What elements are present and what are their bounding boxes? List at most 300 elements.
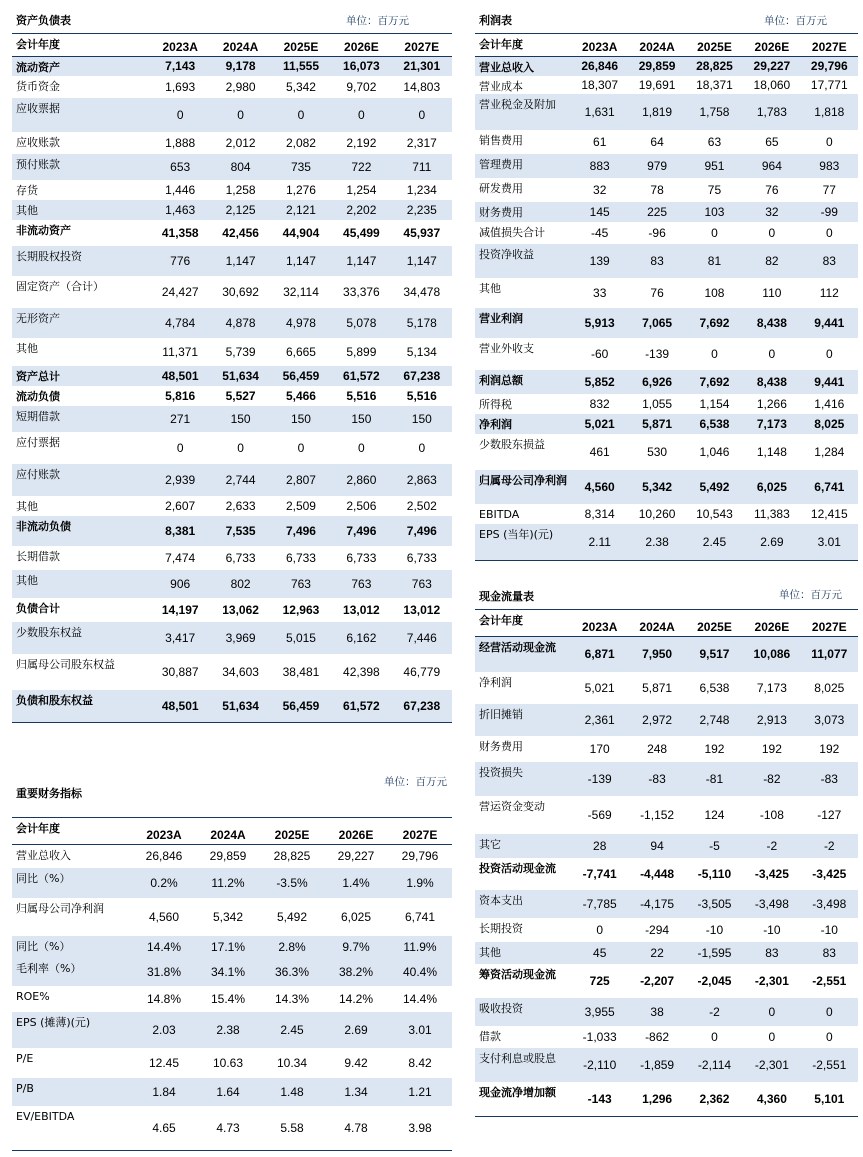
table-row xyxy=(475,672,858,704)
value-cell: 29,227 xyxy=(337,849,375,864)
table-row xyxy=(475,1026,858,1048)
row-label: 负债合计 xyxy=(16,602,60,615)
value-cell: 45,499 xyxy=(343,226,380,240)
value-cell: 4,978 xyxy=(271,308,331,338)
row-label: 归属母公司股东权益 xyxy=(16,658,115,671)
value-cell: 2,125 xyxy=(210,200,270,220)
value-cell: 5,134 xyxy=(406,345,437,359)
value-cell: 9.42 xyxy=(344,1056,368,1070)
value-cell: 42,398 xyxy=(343,665,380,679)
value-cell: 150 xyxy=(271,406,331,432)
table-row xyxy=(475,796,858,834)
table-row xyxy=(12,936,452,958)
value-cell: 112 xyxy=(819,286,839,300)
value-cell: 10,260 xyxy=(638,507,676,521)
value-cell: 5,899 xyxy=(346,345,377,359)
balance-sheet-panel xyxy=(12,8,452,723)
row-label: 营业总收入 xyxy=(16,848,71,862)
year-header-cell: 2025E xyxy=(271,34,331,56)
table-row xyxy=(475,834,858,858)
value-cell: 15.4% xyxy=(210,992,246,1006)
value-cell: 979 xyxy=(628,154,685,178)
value-cell: 0 xyxy=(711,347,718,361)
value-cell: 2,744 xyxy=(210,464,270,496)
value-cell: -108 xyxy=(759,808,784,822)
value-cell: 7,496 xyxy=(271,516,331,546)
value-cell: 31.8% xyxy=(132,958,196,986)
row-label: 应收票据 xyxy=(12,98,150,132)
value-cell: 0 xyxy=(825,226,833,240)
value-cell: 4.73 xyxy=(196,1106,260,1150)
value-cell: 48,501 xyxy=(150,690,210,722)
table-row xyxy=(12,180,452,200)
value-cell: 28,825 xyxy=(273,849,311,864)
table-row xyxy=(12,690,452,722)
table-row xyxy=(12,546,452,570)
value-cell: 2,748 xyxy=(686,704,743,736)
value-cell: 6,741 xyxy=(404,910,436,924)
table-row xyxy=(12,98,452,132)
value-cell: 17,771 xyxy=(810,78,848,92)
value-cell: 36.3% xyxy=(260,958,324,986)
row-label: 经营活动现金流 xyxy=(475,636,571,672)
row-label: 长期股权投资 xyxy=(12,246,150,276)
row-label: 投资活动现金流 xyxy=(479,862,556,875)
value-cell: -3.5% xyxy=(260,868,324,898)
income-statement-panel xyxy=(475,8,858,561)
value-cell: 2,317 xyxy=(406,136,437,150)
value-cell: 30,887 xyxy=(161,665,199,679)
value-cell: 711 xyxy=(392,154,452,180)
value-cell: 1,818 xyxy=(801,94,858,130)
row-label: 应付账款 xyxy=(12,464,150,496)
year-header-cell: 2027E xyxy=(801,34,858,56)
value-cell: 46,779 xyxy=(403,665,441,679)
row-label: 存货 xyxy=(16,184,38,197)
value-cell: 5,021 xyxy=(571,414,628,434)
row-label: 资产总计 xyxy=(12,366,150,386)
value-cell: 7,496 xyxy=(392,516,452,546)
table-row xyxy=(475,434,858,470)
row-label: 流动负债 xyxy=(16,390,60,403)
row-label: 营业税金及附加 xyxy=(475,94,571,130)
value-cell: 0 xyxy=(768,226,776,240)
value-cell: 1.48 xyxy=(260,1078,324,1106)
header-label-cell: 会计年度 xyxy=(475,610,571,636)
value-cell: 2,860 xyxy=(331,464,391,496)
value-cell: 7,692 xyxy=(686,308,743,338)
row-label: 其他 xyxy=(16,342,38,355)
cash-flow-title: 现金流量表 xyxy=(479,590,534,603)
value-cell: 83 xyxy=(801,942,858,964)
value-cell: 6,926 xyxy=(628,370,685,394)
table-row xyxy=(475,858,858,890)
value-cell: -5 xyxy=(686,834,743,858)
value-cell: 61,572 xyxy=(331,366,391,386)
income-statement-header xyxy=(475,8,858,34)
row-label: 营业总收入 xyxy=(475,56,571,76)
value-cell: 14,803 xyxy=(403,80,441,94)
value-cell: 34.1% xyxy=(196,958,260,986)
value-cell: 5,492 xyxy=(276,910,308,924)
value-cell: 14.8% xyxy=(146,992,182,1006)
cash-flow-unit: 单位：百万元 xyxy=(779,589,842,601)
value-cell: 2,980 xyxy=(225,80,256,94)
value-cell: 951 xyxy=(686,154,743,178)
value-cell: 13,012 xyxy=(343,603,380,617)
value-cell: 1,154 xyxy=(699,397,730,411)
value-cell: 6,733 xyxy=(225,551,256,565)
value-cell: 1,147 xyxy=(210,246,270,276)
value-cell: 3.98 xyxy=(388,1106,452,1150)
cash-flow-header xyxy=(475,584,858,610)
value-cell: 6,665 xyxy=(285,345,316,359)
table-row xyxy=(12,406,452,432)
value-cell: 13,062 xyxy=(222,603,259,617)
row-label: 其他 xyxy=(16,500,38,513)
row-label: 应收账款 xyxy=(16,136,60,149)
year-header-cell: 2026E xyxy=(743,610,800,636)
value-cell: 2,362 xyxy=(686,1082,743,1116)
value-cell: 0 xyxy=(150,98,210,132)
row-label: 营运资金变动 xyxy=(479,800,545,813)
value-cell: 192 xyxy=(761,742,782,756)
value-cell: 1,693 xyxy=(165,80,196,94)
year-header-cell: 2023A xyxy=(150,34,210,56)
cash-flow-panel xyxy=(475,584,858,1117)
value-cell: 6,538 xyxy=(699,681,730,695)
value-cell: 7,173 xyxy=(743,414,800,434)
value-cell: 0 xyxy=(210,98,270,132)
value-cell: 67,238 xyxy=(392,690,452,722)
value-cell: 2,082 xyxy=(285,136,316,150)
table-row xyxy=(12,132,452,154)
value-cell: 2.45 xyxy=(260,1012,324,1048)
value-cell: 32 xyxy=(593,183,607,197)
year-header-cell: 2023A xyxy=(132,818,196,844)
table-row xyxy=(12,844,452,868)
value-cell: -569 xyxy=(587,808,612,822)
value-cell: -2,110 xyxy=(571,1048,628,1082)
value-cell: 77 xyxy=(822,183,836,197)
value-cell: -3,425 xyxy=(754,867,789,881)
row-label: 其他 xyxy=(479,282,501,295)
value-cell: 0 xyxy=(768,1030,776,1044)
value-cell: 0 xyxy=(743,998,800,1026)
year-header-cell: 2027E xyxy=(801,610,858,636)
table-row xyxy=(12,386,452,406)
value-cell: 51,634 xyxy=(210,690,270,722)
value-cell: -60 xyxy=(591,347,609,361)
value-cell: -2,114 xyxy=(686,1048,743,1082)
value-cell: 0 xyxy=(711,226,718,240)
value-cell: 38 xyxy=(628,998,685,1026)
value-cell: 2,863 xyxy=(392,464,452,496)
row-label: EPS (摊薄)(元) xyxy=(12,1012,132,1048)
table-row xyxy=(12,622,452,654)
value-cell: 2,807 xyxy=(271,464,331,496)
value-cell: 763 xyxy=(271,570,331,598)
value-cell: 5,871 xyxy=(642,681,673,695)
value-cell: 0 xyxy=(825,347,833,361)
value-cell: 7,474 xyxy=(165,551,196,565)
value-cell: 5,101 xyxy=(801,1082,858,1116)
table-row xyxy=(475,704,858,736)
row-label: 非流动资产 xyxy=(16,224,71,237)
value-cell: 1,234 xyxy=(406,183,437,197)
value-cell: 29,859 xyxy=(628,56,685,76)
value-cell: 2,361 xyxy=(571,704,628,736)
table-row xyxy=(12,868,452,898)
value-cell: 18,060 xyxy=(753,78,791,92)
value-cell: 41,358 xyxy=(161,226,199,240)
value-cell: 145 xyxy=(571,202,628,222)
header-row xyxy=(475,610,858,636)
value-cell: 9,178 xyxy=(210,56,270,76)
balance-sheet-header xyxy=(12,8,452,34)
value-cell: 0 xyxy=(825,1030,833,1044)
value-cell: 906 xyxy=(150,570,210,598)
value-cell: 81 xyxy=(686,244,743,278)
value-cell: -2,045 xyxy=(697,974,732,988)
value-cell: 29,859 xyxy=(209,849,247,864)
value-cell: 13,012 xyxy=(403,603,441,617)
income-statement-unit: 单位：百万元 xyxy=(764,15,827,27)
row-label: 资本支出 xyxy=(475,890,571,918)
value-cell: -3,505 xyxy=(686,890,743,918)
value-cell: 26,846 xyxy=(571,56,628,76)
value-cell: 0 xyxy=(271,98,331,132)
value-cell: 1,046 xyxy=(699,445,730,459)
value-cell: 4.78 xyxy=(324,1106,388,1150)
value-cell: 28,825 xyxy=(686,56,743,76)
year-header-cell: 2026E xyxy=(331,34,391,56)
value-cell: 192 xyxy=(819,742,840,756)
value-cell: 83 xyxy=(628,244,685,278)
value-cell: 11.2% xyxy=(196,868,260,898)
row-label: 管理费用 xyxy=(475,154,571,178)
row-label: 减值损失合计 xyxy=(479,226,545,239)
value-cell: 5,913 xyxy=(571,308,628,338)
value-cell: 2,913 xyxy=(743,704,800,736)
header-row xyxy=(475,34,858,56)
row-label: 所得税 xyxy=(479,398,512,411)
value-cell: 10,543 xyxy=(696,507,733,521)
value-cell: 18,371 xyxy=(696,78,733,92)
value-cell: 4,560 xyxy=(571,470,628,504)
value-cell: 4,784 xyxy=(150,308,210,338)
table-row xyxy=(12,366,452,386)
value-cell: 11,077 xyxy=(801,636,858,672)
value-cell: 10.63 xyxy=(212,1056,244,1070)
value-cell: 8,438 xyxy=(743,370,800,394)
value-cell: 3,969 xyxy=(210,622,270,654)
value-cell: 64 xyxy=(650,135,664,149)
value-cell: 6,733 xyxy=(406,551,437,565)
table-row xyxy=(12,56,452,76)
table-row xyxy=(12,308,452,338)
row-label: 利润总额 xyxy=(475,370,571,394)
table-row xyxy=(12,496,452,516)
value-cell: 776 xyxy=(150,246,210,276)
value-cell: 725 xyxy=(589,974,610,988)
row-label: 营业外收支 xyxy=(479,342,534,355)
value-cell: 150 xyxy=(331,406,391,432)
table-row xyxy=(12,958,452,986)
table-row xyxy=(12,1012,452,1048)
value-cell: 10.34 xyxy=(276,1056,308,1070)
value-cell: 3,073 xyxy=(801,704,858,736)
table-row xyxy=(12,432,452,464)
row-label: 非流动负债 xyxy=(12,516,150,546)
value-cell: 6,733 xyxy=(285,551,316,565)
row-label: 流动资产 xyxy=(12,56,150,76)
value-cell: -10 xyxy=(820,923,838,937)
value-cell: -4,448 xyxy=(640,867,675,881)
year-header-cell: 2024A xyxy=(628,610,685,636)
table-row xyxy=(475,918,858,942)
year-header-cell: 2024A xyxy=(210,34,270,56)
value-cell: 14,197 xyxy=(161,603,199,617)
value-cell: 0 xyxy=(297,441,305,455)
value-cell: 802 xyxy=(210,570,270,598)
value-cell: 1,258 xyxy=(225,183,256,197)
value-cell: 38.2% xyxy=(324,958,388,986)
value-cell: 45,937 xyxy=(403,226,441,240)
row-label: 财务费用 xyxy=(475,202,571,222)
value-cell: 150 xyxy=(210,406,270,432)
value-cell: 2.03 xyxy=(132,1012,196,1048)
value-cell: 5,516 xyxy=(406,389,437,403)
value-cell: 1,758 xyxy=(686,94,743,130)
value-cell: 22 xyxy=(628,942,685,964)
table-row xyxy=(475,244,858,278)
table-row xyxy=(475,394,858,414)
value-cell: 61,572 xyxy=(331,690,391,722)
value-cell: 5,342 xyxy=(212,910,244,924)
value-cell: 48,501 xyxy=(150,366,210,386)
value-cell: 29,227 xyxy=(743,56,800,76)
value-cell: 42,456 xyxy=(222,226,259,240)
table-row xyxy=(475,504,858,524)
value-cell: 11,555 xyxy=(271,56,331,76)
value-cell: 51,634 xyxy=(210,366,270,386)
value-cell: 0 xyxy=(392,98,452,132)
value-cell: 110 xyxy=(762,286,782,300)
value-cell: 1,276 xyxy=(285,183,316,197)
table-row xyxy=(12,598,452,622)
value-cell: 2.69 xyxy=(324,1012,388,1048)
value-cell: 108 xyxy=(704,286,725,300)
row-label: 营业利润 xyxy=(475,308,571,338)
value-cell: -7,785 xyxy=(571,890,628,918)
value-cell: 5.58 xyxy=(260,1106,324,1150)
value-cell: -2 xyxy=(686,998,743,1026)
year-header-cell: 2026E xyxy=(324,818,388,844)
value-cell: 225 xyxy=(628,202,685,222)
row-label: 负债和股东权益 xyxy=(12,690,150,722)
value-cell: 83 xyxy=(801,244,858,278)
year-header-cell: 2023A xyxy=(571,610,628,636)
row-label: EBITDA xyxy=(479,508,520,521)
row-label: 净利润 xyxy=(479,676,512,689)
value-cell: 6,538 xyxy=(686,414,743,434)
value-cell: 8.42 xyxy=(408,1056,432,1070)
value-cell: 3,417 xyxy=(150,622,210,654)
value-cell: 0 xyxy=(711,1030,718,1044)
value-cell: 6,025 xyxy=(743,470,800,504)
value-cell: -139 xyxy=(571,762,628,796)
row-label: 营业成本 xyxy=(479,80,523,93)
value-cell: 763 xyxy=(331,570,391,598)
row-label: EV/EBITDA xyxy=(12,1106,132,1150)
value-cell: 11.9% xyxy=(388,936,452,958)
value-cell: 7,143 xyxy=(150,56,210,76)
value-cell: 3,955 xyxy=(571,998,628,1026)
value-cell: 76 xyxy=(650,286,664,300)
value-cell: 14.2% xyxy=(338,992,374,1006)
value-cell: -2 xyxy=(801,834,858,858)
value-cell: 9,441 xyxy=(801,308,858,338)
value-cell: 150 xyxy=(392,406,452,432)
header-label-cell: 会计年度 xyxy=(12,818,132,844)
value-cell: -294 xyxy=(645,923,670,937)
balance-sheet-unit: 单位：百万元 xyxy=(346,15,409,27)
value-cell: 103 xyxy=(686,202,743,222)
value-cell: -2,301 xyxy=(754,974,789,988)
row-label: 支付利息或股息 xyxy=(475,1048,571,1082)
key-indicators-title: 重要财务指标 xyxy=(16,787,82,800)
value-cell: 1,147 xyxy=(331,246,391,276)
balance-sheet-title: 资产负债表 xyxy=(16,14,71,27)
value-cell: 170 xyxy=(589,742,610,756)
value-cell: 33 xyxy=(593,286,607,300)
table-row xyxy=(475,76,858,94)
value-cell: -139 xyxy=(645,347,670,361)
value-cell: 32 xyxy=(743,202,800,222)
table-row xyxy=(475,414,858,434)
income-statement-table xyxy=(475,34,858,561)
table-row xyxy=(12,200,452,220)
value-cell: 1,446 xyxy=(165,183,196,197)
year-header-cell: 2027E xyxy=(392,34,452,56)
value-cell: 6,741 xyxy=(801,470,858,504)
row-label: 货币资金 xyxy=(16,80,60,93)
value-cell: 1,284 xyxy=(814,445,845,459)
value-cell: 530 xyxy=(647,445,668,459)
table-row xyxy=(475,178,858,202)
value-cell: 6,025 xyxy=(340,910,372,924)
header-label-cell: 会计年度 xyxy=(12,34,150,56)
value-cell: 7,950 xyxy=(628,636,685,672)
value-cell: 5,516 xyxy=(346,389,377,403)
value-cell: 0 xyxy=(801,998,858,1026)
row-label: 预付账款 xyxy=(12,154,150,180)
row-label: EPS (当年)(元) xyxy=(475,524,571,560)
value-cell: 2,939 xyxy=(150,464,210,496)
value-cell: 1,055 xyxy=(642,397,673,411)
value-cell: 964 xyxy=(743,154,800,178)
value-cell: 76 xyxy=(765,183,779,197)
value-cell: 1.84 xyxy=(132,1078,196,1106)
row-label: 长期借款 xyxy=(16,550,60,563)
value-cell: -10 xyxy=(763,923,781,937)
row-label: 其他 xyxy=(475,942,571,964)
row-label: 同比（%） xyxy=(12,936,132,958)
value-cell: 5,078 xyxy=(331,308,391,338)
value-cell: -45 xyxy=(591,226,609,240)
table-row xyxy=(475,338,858,370)
